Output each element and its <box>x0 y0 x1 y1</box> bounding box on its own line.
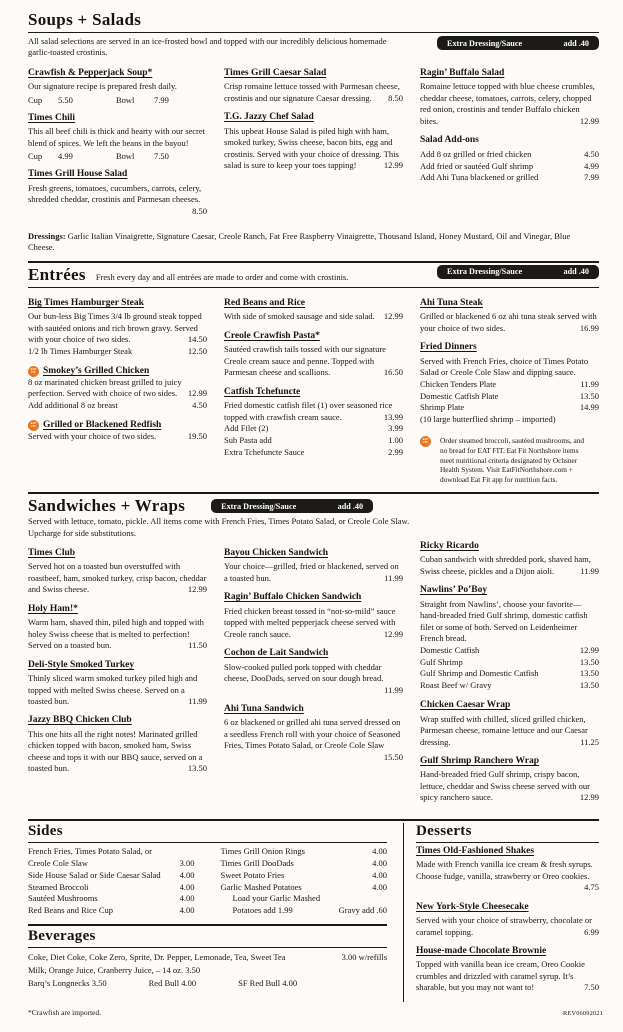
item-price: 14.50 <box>187 334 207 345</box>
section-intro: Served with lettuce, tomato, pickle. All items come with French Fries, Times Potato Salad, or Creole Cole Slaw. Upcharge for side substitutions. <box>28 516 410 538</box>
row-label: Roast Beef w/ Gravy <box>420 680 492 691</box>
divider <box>28 842 387 843</box>
badge-label: Extra Dressing/Sauce <box>447 38 523 48</box>
section-sides <box>28 823 387 917</box>
item-price: 11.99 <box>580 378 599 389</box>
row-label: Add Ahi Tuna blackened or grilled <box>420 172 539 183</box>
item-desc <box>224 344 403 378</box>
item-desc <box>416 859 599 893</box>
item-price: 11.99 <box>580 565 599 576</box>
item-name: Times Chili <box>28 112 76 123</box>
item-price: 3.00 <box>179 857 195 868</box>
desc-text: This upbeat House Salad is piled high with ham, smoked turkey, Swiss cheese, bacon bits, egg and crostinis. Served with your choice of dressing. This salad is sure to keep your toes tapping! <box>224 125 399 171</box>
row-label: Domestic Catfish Plate <box>420 390 499 401</box>
item-price: 6.99 <box>584 926 599 937</box>
price-row <box>28 346 207 358</box>
row-label: Chicken Tenders Plate <box>420 378 497 389</box>
item-price: 11.99 <box>384 572 403 583</box>
item-name: Nawlins’ Po’Boy <box>420 585 488 596</box>
item-price: 11.99 <box>384 684 403 695</box>
item-price: 12.99 <box>383 311 403 322</box>
menu-item <box>420 68 599 127</box>
divider <box>28 492 599 494</box>
column <box>224 291 403 467</box>
item-price: 12.99 <box>187 388 207 399</box>
item-name: Creole Crawfish Pasta* <box>224 330 320 341</box>
item-name: Ahi Tuna Steak <box>420 297 483 308</box>
item-desc <box>420 714 599 748</box>
item-price: 1.00 <box>388 434 403 445</box>
item-price: 8.50 <box>192 205 207 216</box>
divider <box>28 261 599 263</box>
price-row <box>420 161 599 173</box>
desc-text: Fried domestic catfish filet (1) over seasoned rice topped with crawfish cream sauce. <box>224 400 393 422</box>
dressings-label: Dressings: <box>28 231 66 242</box>
item-price: 4.00 <box>179 893 195 904</box>
row-label: Sautéed Mushrooms <box>28 893 98 904</box>
menu-item <box>28 715 207 774</box>
item-price: 16.50 <box>383 367 403 378</box>
desc-text: Served with your choice of strawberry, chocolate or caramel topping. <box>416 915 592 937</box>
item-desc <box>224 606 403 640</box>
item-price: 7.50 <box>584 982 599 993</box>
item-price: 4.00 <box>372 881 387 892</box>
item-desc <box>28 729 207 775</box>
column <box>420 541 599 812</box>
item-name: Chicken Caesar Wrap <box>420 700 511 711</box>
item-desc <box>28 431 207 442</box>
row-label: Garlic Mashed Potatoes <box>220 881 302 892</box>
item-price: 3.00 w/refills <box>341 952 387 963</box>
item-name: Fried Dinners <box>420 342 477 353</box>
desc-text: Our bun-less Big Times 3/4 lb ground steak topped with sautéed onions and rich brown gravy. Served with your choice of two sides. <box>28 311 202 345</box>
item-desc <box>224 400 403 423</box>
item-name: Bayou Chicken Sandwich <box>224 547 329 558</box>
item-price: 11.50 <box>188 640 207 651</box>
item-name: Gulf Shrimp Ranchero Wrap <box>420 756 540 767</box>
price-row <box>221 858 388 870</box>
price-row <box>221 846 388 858</box>
price-row <box>420 645 599 657</box>
menu-item <box>224 592 403 640</box>
divider <box>416 842 599 843</box>
menu-item <box>420 585 599 692</box>
menu-item <box>28 548 207 596</box>
page-footer <box>28 1008 603 1017</box>
desc-text: Thinly sliced warm smoked turkey piled high and topped with melted Swiss cheese. Served on a toasted bun. <box>28 673 198 706</box>
menu-item <box>224 648 403 696</box>
desc-text: Cuban sandwich with shredded pork, shaved ham, Swiss cheese, pickles and a Dijon aioli. <box>420 554 591 576</box>
beverage-row <box>28 977 387 990</box>
price-row <box>420 402 599 414</box>
price-row <box>221 905 388 917</box>
item-desc: Our signature recipe is prepared fresh daily. <box>28 81 177 92</box>
revision-code: REV06092021 <box>563 1010 603 1017</box>
item-note: (10 large butterflied shrimp – imported) <box>420 414 556 425</box>
price-row <box>221 870 388 882</box>
price-row <box>28 905 195 917</box>
desc-text: Fried chicken breast tossed in “not-so-mild” sauce topped with melted pepperjack cheese served with Creole ranch sauce. <box>224 605 396 639</box>
unit-label: Cup <box>28 94 43 105</box>
item-price: 4.00 <box>179 881 195 892</box>
section-title: Sandwiches + Wraps <box>28 496 186 516</box>
desc-text: 8 oz marinated chicken breast grilled to juicy perfection. Served with choice of two sides. <box>28 376 182 399</box>
dressings-text: Garlic Italian Vinaigrette, Signature Caesar, Creole Ranch, Fat Free Raspberry Vinaigrette, Thousand Island, Honey Mustard, Oil and Vinegar, Blue Cheese. <box>28 231 571 253</box>
row-label: SF Red Bull 4.00 <box>238 977 298 988</box>
item-price: 12.99 <box>579 115 599 126</box>
item-desc <box>416 915 599 938</box>
menu-item <box>224 331 403 379</box>
section-intro: Fresh every day and all entrées are made to order and come with crostinis. <box>95 271 349 282</box>
section-title: Beverages <box>28 928 96 945</box>
item-name: Ragin’ Buffalo Chicken Sandwich <box>224 592 362 603</box>
column <box>420 291 599 485</box>
unit-label: Bowl <box>116 94 135 105</box>
price-row <box>224 423 403 435</box>
item-desc <box>28 673 207 707</box>
desc-text: Warm ham, shaved thin, piled high and topped with holey Swiss cheese that is melted to perfection! Served on a toasted bun. <box>28 617 204 651</box>
desc-text: 6 oz blackened or grilled ahi tuna served dressed on a seedless French roll with your choice of Seasoned Fries, Times Potato Salad, or Creole Cole Slaw <box>224 717 401 751</box>
menu-item <box>28 420 207 442</box>
item-name: Jazzy BBQ Chicken Club <box>28 715 132 726</box>
item-name: Cochon de Lait Sandwich <box>224 648 329 659</box>
desc-text: Your choice—grilled, fried or blackened, served on a toasted bun. <box>224 561 399 583</box>
row-label: Gulf Shrimp and Domestic Catfish <box>420 668 539 679</box>
unit-label: Bowl <box>116 151 135 162</box>
row-label: Add fried or sautéed Gulf shrimp <box>420 160 534 171</box>
item-price: 13.50 <box>579 656 599 667</box>
row-label: Domestic Catfish <box>420 644 480 655</box>
item-price: 14.99 <box>579 402 599 413</box>
item-price: 12.50 <box>187 345 207 356</box>
row-label: Steamed Broccoli <box>28 881 89 892</box>
row-label: 1/2 lb Times Hamburger Steak <box>28 345 133 356</box>
menu-item <box>224 68 403 104</box>
column <box>224 61 403 180</box>
item-name: Red Beans and Rice <box>224 297 306 308</box>
desc-text: Fresh greens, tomatoes, cucumbers, carrots, celery, shredded cheddar, crostinis and Parmesan cheeses. <box>28 182 202 205</box>
price-row <box>420 391 599 403</box>
item-name: T.G. Jazzy Chef Salad <box>224 112 314 123</box>
row-label: Red Bull 4.00 <box>148 977 197 988</box>
item-desc: Straight from Nawlins’, choose your favorite— hand-breaded fried Gulf shrimp, domestic catfish filet or some of both. Served on Leidenheimer French bread. <box>420 598 588 644</box>
item-price: 13.50 <box>579 668 599 679</box>
desc-text: Slow-cooked pulled pork topped with cheddar cheese, DooDads, served on sour dough bread. <box>224 661 384 684</box>
section-beverages <box>28 924 387 989</box>
badge-price: add .40 <box>337 501 364 511</box>
eat-fit-note <box>420 436 590 485</box>
item-price: 13.99 <box>383 411 403 422</box>
price-row <box>420 149 599 161</box>
item-name: Ahi Tuna Sandwich <box>224 703 304 714</box>
item-price: 7.50 <box>154 151 169 162</box>
menu-item <box>28 113 207 161</box>
price-row <box>221 893 388 905</box>
row-label: Barq’s Longnecks 3.50 <box>28 977 107 988</box>
row-label: Gulf Shrimp <box>420 656 463 667</box>
row-label: Extra Tchefuncte Sauce <box>224 446 305 457</box>
column <box>28 291 207 450</box>
row-label: French Fries, Times Potato Salad, or Creole Cole Slaw <box>28 845 152 868</box>
divider <box>28 287 599 288</box>
desc-text: Served with your choice of two sides. <box>28 430 157 441</box>
item-name: Grilled or Blackened Redfish <box>43 419 162 430</box>
item-desc: Served with French Fries, choice of Times Potato Salad or Creole Cole Slaw and dipping sauce. <box>420 355 589 378</box>
beverage-row <box>28 951 387 964</box>
row-label: Add additional 8 oz breast <box>28 399 118 410</box>
item-price: 8.50 <box>388 92 403 103</box>
item-price: 13.50 <box>187 763 207 774</box>
desc-text: Sautéed crawfish tails tossed with our signature Creole cream sauce and penne. Topped with Parmesan cheese and scallions. <box>224 344 386 378</box>
menu-item <box>224 112 403 171</box>
item-price: 4.00 <box>372 869 387 880</box>
column <box>221 846 388 917</box>
divider <box>28 32 599 33</box>
item-desc <box>416 959 599 993</box>
price-row <box>420 680 599 692</box>
menu-item <box>28 169 207 217</box>
section-soups-salads <box>28 10 599 254</box>
item-desc <box>28 311 207 345</box>
column <box>28 846 195 917</box>
section-title: Sides <box>28 822 63 839</box>
item-desc <box>28 617 207 651</box>
menu-item <box>224 387 403 459</box>
price-row <box>28 882 195 894</box>
row-label: Add Filet (2) <box>224 423 269 434</box>
item-price: Gravy add .60 <box>338 905 387 916</box>
column <box>28 541 207 783</box>
badge-price: add .40 <box>563 267 589 277</box>
menu-item <box>420 342 599 426</box>
item-desc <box>420 81 599 127</box>
menu-item <box>416 902 599 938</box>
beverage-row: Milk, Orange Juice, Cranberry Juice, – 14 oz. 3.50 <box>28 964 201 975</box>
price-row <box>28 400 207 412</box>
eat-fit-icon: EAT FIT <box>420 436 431 447</box>
item-name: Times Grill Caesar Salad <box>224 67 327 78</box>
item-price: 4.00 <box>179 869 195 880</box>
menu-item <box>28 604 207 652</box>
desc-text: Made with French vanilla ice cream & fresh syrups. Choose fudge, vanilla, strawberry or Oreo cookies. <box>416 859 593 881</box>
desc-text: Topped with vanilla bean ice cream, Oreo Cookie crumbles and drizzled with caramel syrup. It’s sharable, but you may not want to! <box>416 959 585 993</box>
item-price: 4.99 <box>58 151 73 162</box>
item-name: Times Grill House Salad <box>28 169 128 180</box>
desc-text: Grilled or blackened 6 oz ahi tuna steak served with your choice of two sides. <box>420 311 597 333</box>
price-row <box>420 657 599 669</box>
price-row <box>28 870 195 882</box>
badge-price: add .40 <box>563 38 589 48</box>
eat-fit-icon: EAT FIT <box>28 366 39 377</box>
unit-label: Cup <box>28 151 43 162</box>
item-name: Crawfish & Pepperjack Soup* <box>28 67 153 78</box>
menu-item <box>420 541 599 577</box>
desc-text: This one hits all the right notes! Marinated grilled chicken topped with bacon, smoked ham, Swiss cheese and tops it with our BBQ sauce, served on a toasted bun. <box>28 728 203 774</box>
item-name: Ragin’ Buffalo Salad <box>420 67 505 78</box>
item-price: 12.99 <box>579 644 599 655</box>
section-title: Soups + Salads <box>28 10 142 29</box>
menu-item <box>28 68 207 105</box>
row-label: Add 8 oz grilled or fried chicken <box>420 148 532 159</box>
row-label: Sweet Potato Fries <box>220 869 285 880</box>
section-sandwiches-wraps <box>28 492 599 812</box>
row-label: Times Grill DooDads <box>220 857 294 868</box>
price-row <box>420 379 599 391</box>
item-price: 4.75 <box>584 882 599 893</box>
item-price: 7.99 <box>584 172 599 183</box>
item-price: 12.99 <box>383 628 403 639</box>
badge-label: Extra Dressing/Sauce <box>447 267 523 277</box>
item-desc: This all beef chili is thick and hearty with our secret blend of spices. We left the beans in the bayou! <box>28 126 206 148</box>
item-name: Deli-Style Smoked Turkey <box>28 659 135 670</box>
item-name: House-made Chocolate Brownie <box>416 946 547 957</box>
row-label: Red Beans and Rice Cup <box>28 905 113 916</box>
price-row <box>221 882 388 894</box>
item-name: Salad Add-ons <box>420 135 479 146</box>
item-desc <box>420 769 599 803</box>
desc-text: Served hot on a toasted bun overstuffed with roastbeef, ham, smoked turkey, crisp bacon, cheddar and Swiss cheese. <box>28 561 207 595</box>
item-name: Times Old-Fashioned Shakes <box>416 845 535 856</box>
eat-fit-icon: EAT FIT <box>28 420 39 431</box>
item-price: 11.25 <box>580 736 599 747</box>
row-label: Shrimp Plate <box>420 402 465 413</box>
desc-text: Hand-breaded fried Gulf shrimp, crispy bacon, lettuce, cheddar and Swiss cheese served with our spicy ranchero sauce. <box>420 769 590 803</box>
item-price: 4.99 <box>584 160 599 171</box>
item-desc <box>28 183 207 217</box>
extra-dressing-badge <box>211 499 373 513</box>
extra-dressing-badge <box>437 36 599 50</box>
menu-item <box>224 298 403 323</box>
price-row <box>224 435 403 447</box>
section-desserts <box>403 823 599 1002</box>
row-label: Sub Pasta add <box>224 434 272 445</box>
price-row <box>224 447 403 459</box>
menu-item <box>420 135 599 184</box>
item-price: 4.50 <box>192 399 207 410</box>
divider <box>28 947 387 948</box>
menu-item <box>416 846 599 894</box>
item-desc <box>224 717 403 763</box>
menu-item <box>420 298 599 334</box>
section-entrees <box>28 261 599 485</box>
item-desc <box>224 126 403 172</box>
item-price: 13.50 <box>579 680 599 691</box>
row-label: Potatoes add 1.99 <box>232 905 293 916</box>
menu-item <box>28 366 207 412</box>
menu-item <box>224 548 403 584</box>
item-desc <box>224 662 403 696</box>
desc-text: Romaine lettuce topped with blue cheese crumbles, cheddar cheese, tomatoes, carrots, celery, chopped red onion, crostinis and tender Buffalo chicken bites. <box>420 81 595 126</box>
item-price: 12.99 <box>187 584 207 595</box>
item-price: 7.99 <box>154 94 169 105</box>
divider <box>28 924 387 926</box>
item-desc <box>224 561 403 584</box>
item-price: 4.50 <box>584 148 599 159</box>
note-text: Order steamed broccoli, sautéed mushrooms, and no bread for EAT FIT. Eat Fit Northshore items meet nutritional criteria designated by Ochsner Health System. Visit EatFitNorthshore.com + download Eat Fit app for nutrition facts. <box>440 435 585 485</box>
price-row <box>28 846 195 870</box>
menu-item <box>420 700 599 748</box>
item-desc <box>224 81 403 104</box>
dressings-list <box>28 231 599 254</box>
desc-text: Wrap stuffed with chilled, sliced grilled chicken, Parmesan cheese, romaine lettuce and our Caesar dressing. <box>420 713 588 747</box>
price-row <box>28 95 207 105</box>
item-desc <box>28 377 207 400</box>
item-price: 19.50 <box>187 430 207 441</box>
badge-label: Extra Dressing/Sauce <box>221 501 297 511</box>
desc-text: With side of smoked sausage and side salad. <box>224 311 375 322</box>
menu-item <box>28 298 207 358</box>
section-title: Entrées <box>28 264 86 284</box>
price-row <box>420 668 599 680</box>
desc-text: Crisp romaine lettuce tossed with Parmesan cheese, crostinis and our signature Caesar dressing. <box>224 81 400 103</box>
extra-dressing-badge <box>437 265 599 279</box>
item-desc <box>224 311 403 322</box>
item-desc <box>420 311 599 334</box>
price-row <box>28 151 207 161</box>
section-intro: All salad selections are served in an ice-frosted bowl and topped with our incredibly delicious homemade garlic-toasted crostinis. <box>28 36 387 58</box>
item-name: Holy Ham!* <box>28 603 78 614</box>
price-row <box>420 172 599 184</box>
item-price: 4.00 <box>179 905 195 916</box>
row-label: Times Grill Onion Rings <box>220 845 305 856</box>
item-price: 2.99 <box>388 446 403 457</box>
item-price: 11.99 <box>188 695 207 706</box>
menu-item <box>416 946 599 994</box>
menu-item <box>420 756 599 804</box>
column <box>420 61 599 192</box>
menu-item <box>224 704 403 763</box>
item-name: Smokey’s Grilled Chicken <box>43 365 150 376</box>
item-price: 4.00 <box>372 857 387 868</box>
row-label: Coke, Diet Coke, Coke Zero, Sprite, Dr. Pepper, Lemonade, Tea, Sweet Tea <box>28 952 286 963</box>
menu-item <box>28 660 207 708</box>
row-label: Side House Salad or Side Caesar Salad <box>28 869 161 880</box>
row-label: Load your Garlic Mashed <box>232 893 321 904</box>
item-price: 12.99 <box>579 792 599 803</box>
item-price: 5.50 <box>58 94 73 105</box>
item-price: 3.99 <box>388 423 403 434</box>
column <box>28 61 207 225</box>
item-price: 13.50 <box>579 390 599 401</box>
footnote: *Crawfish are imported. <box>28 1008 102 1017</box>
item-price: 4.00 <box>372 845 387 856</box>
section-title: Desserts <box>416 822 472 839</box>
item-name: Ricky Ricardo <box>420 540 479 551</box>
item-name: Times Club <box>28 547 76 558</box>
column <box>224 541 403 771</box>
item-name: New York-Style Cheesecake <box>416 901 529 912</box>
item-price: 16.99 <box>579 322 599 333</box>
item-price: 15.50 <box>383 751 403 762</box>
item-name: Big Times Hamburger Steak <box>28 297 144 308</box>
item-desc <box>28 561 207 595</box>
item-desc <box>420 554 599 577</box>
divider <box>28 819 599 821</box>
price-row <box>28 893 195 905</box>
item-name: Catfish Tchefuncte <box>224 386 301 397</box>
item-price: 12.99 <box>383 160 403 171</box>
